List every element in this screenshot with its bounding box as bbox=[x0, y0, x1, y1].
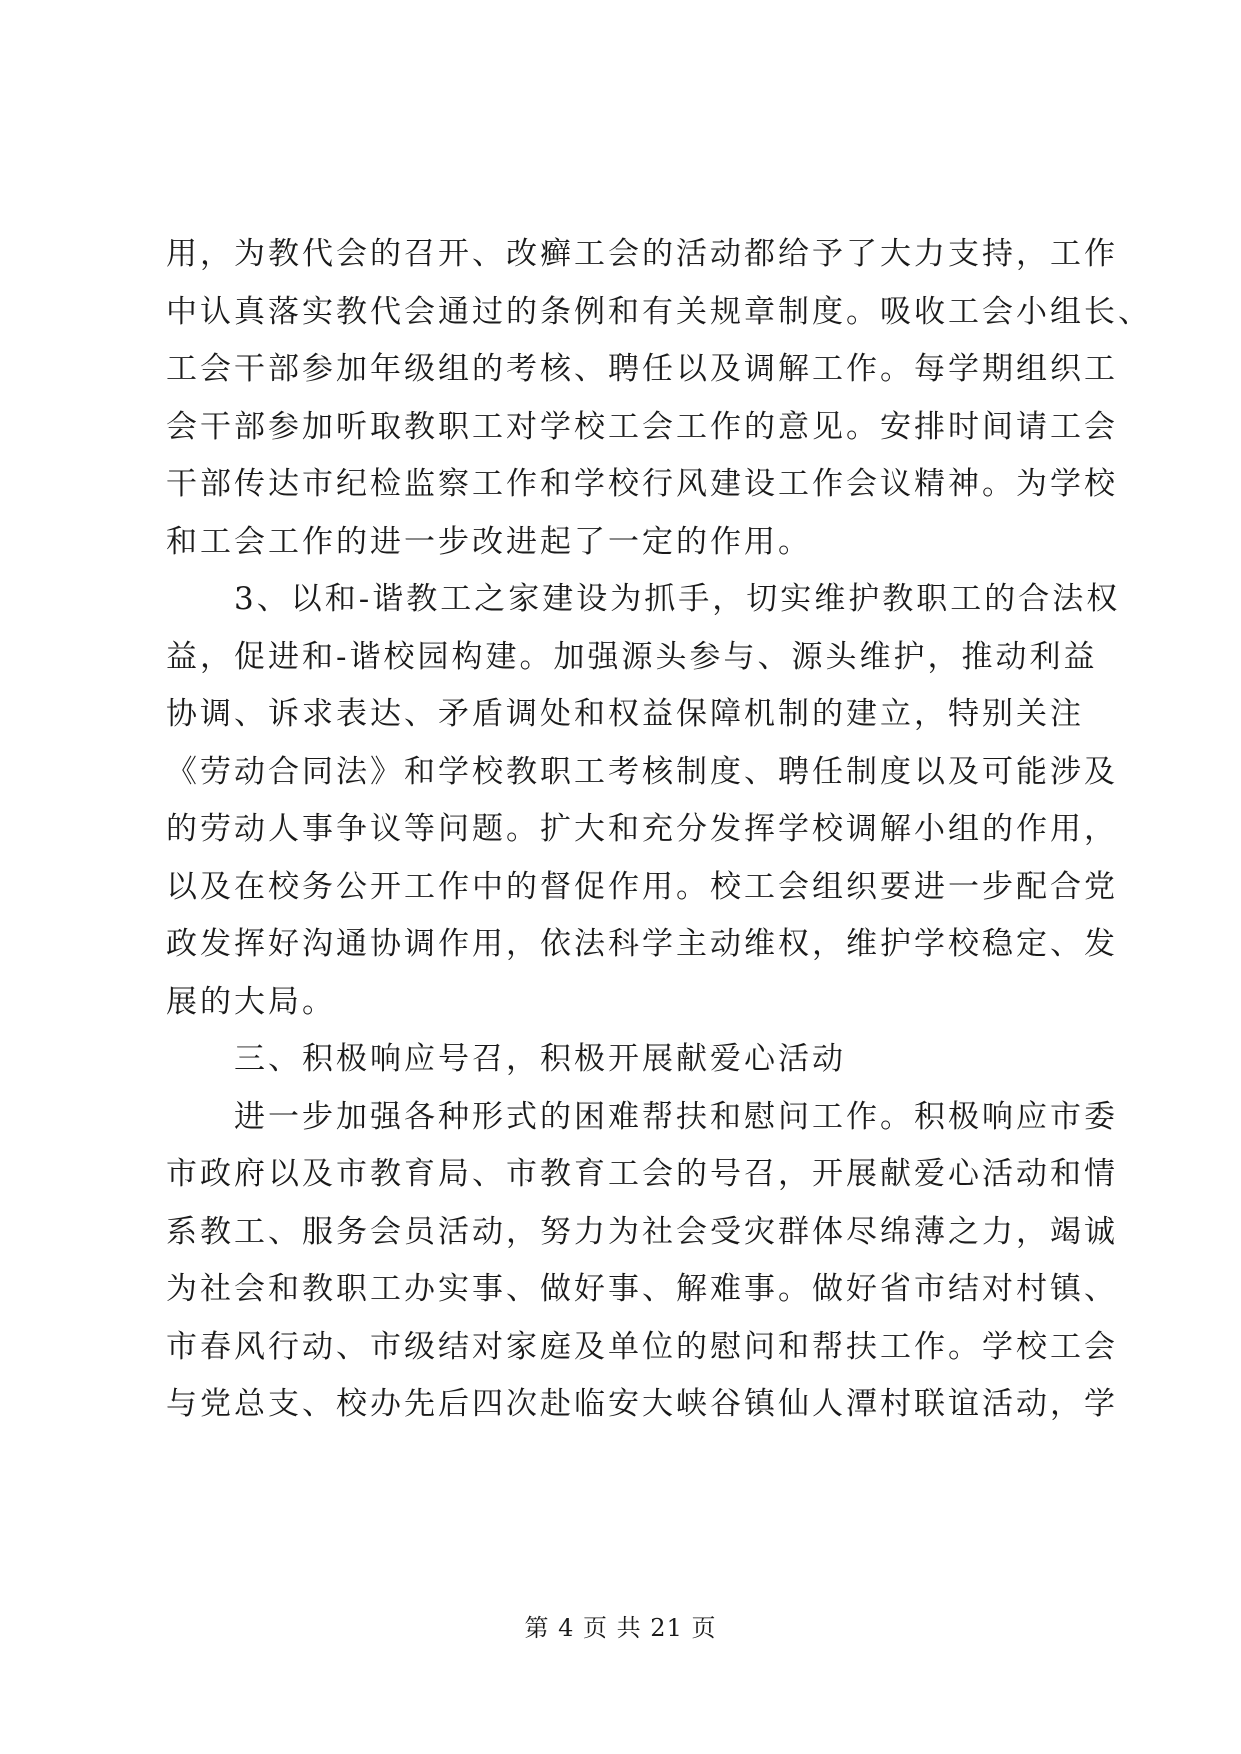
text-line: 进一步加强各种形式的困难帮扶和慰问工作。积极响应市委 bbox=[166, 1098, 1118, 1135]
text-line: 《劳动合同法》和学校教职工考核制度、聘任制度以及可能涉及 bbox=[166, 753, 1118, 790]
text-line: 的劳动人事争议等问题。扩大和充分发挥学校调解小组的作用， bbox=[166, 811, 1118, 847]
text-line: 市春风行动、市级结对家庭及单位的慰问和帮扶工作。学校工会 bbox=[166, 1328, 1118, 1365]
text-line: 为社会和教职工办实事、做好事、解难事。做好省市结对村镇、 bbox=[166, 1271, 1118, 1307]
text-line: 3、以和-谐教工之家建设为抓手，切实维护教职工的合法权 bbox=[166, 581, 1121, 617]
text-line: 政发挥好沟通协调作用，依法科学主动维权，维护学校稳定、发 bbox=[166, 926, 1118, 962]
text-line: 工会干部参加年级组的考核、聘任以及调解工作。每学期组织工 bbox=[166, 351, 1118, 387]
text-line: 会干部参加听取教职工对学校工会工作的意见。安排时间请工会 bbox=[166, 408, 1118, 445]
text-line: 和工会工作的进一步改进起了一定的作用。 bbox=[166, 523, 812, 560]
text-line: 系教工、服务会员活动，努力为社会受灾群体尽绵薄之力，竭诚 bbox=[166, 1213, 1118, 1250]
text-line: 与党总支、校办先后四次赴临安大峡谷镇仙人潭村联谊活动，学 bbox=[166, 1386, 1118, 1422]
section-heading: 三、积极响应号召，积极开展献爱心活动 bbox=[166, 1041, 846, 1077]
text-line: 中认真落实教代会通过的条例和有关规章制度。吸收工会小组长、 bbox=[166, 293, 1152, 330]
text-line: 以及在校务公开工作中的督促作用。校工会组织要进一步配合党 bbox=[166, 868, 1118, 905]
text-line: 干部传达市纪检监察工作和学校行风建设工作会议精神。为学校 bbox=[166, 466, 1118, 502]
text-line: 益，促进和-谐校园构建。加强源头参与、源头维护，推动利益 bbox=[166, 638, 1098, 675]
page-number-footer: 第 4 页 共 21 页 bbox=[524, 1614, 717, 1642]
body-text bbox=[166, 226, 1152, 1434]
text-line: 用，为教代会的召开、改癣工会的活动都给予了大力支持，工作 bbox=[166, 236, 1118, 272]
text-line: 展的大局。 bbox=[166, 983, 336, 1020]
text-line: 协调、诉求表达、矛盾调处和权益保障机制的建立，特别关注 bbox=[166, 696, 1084, 732]
text-line: 市政府以及市教育局、市教育工会的号召，开展献爱心活动和情 bbox=[166, 1156, 1118, 1192]
